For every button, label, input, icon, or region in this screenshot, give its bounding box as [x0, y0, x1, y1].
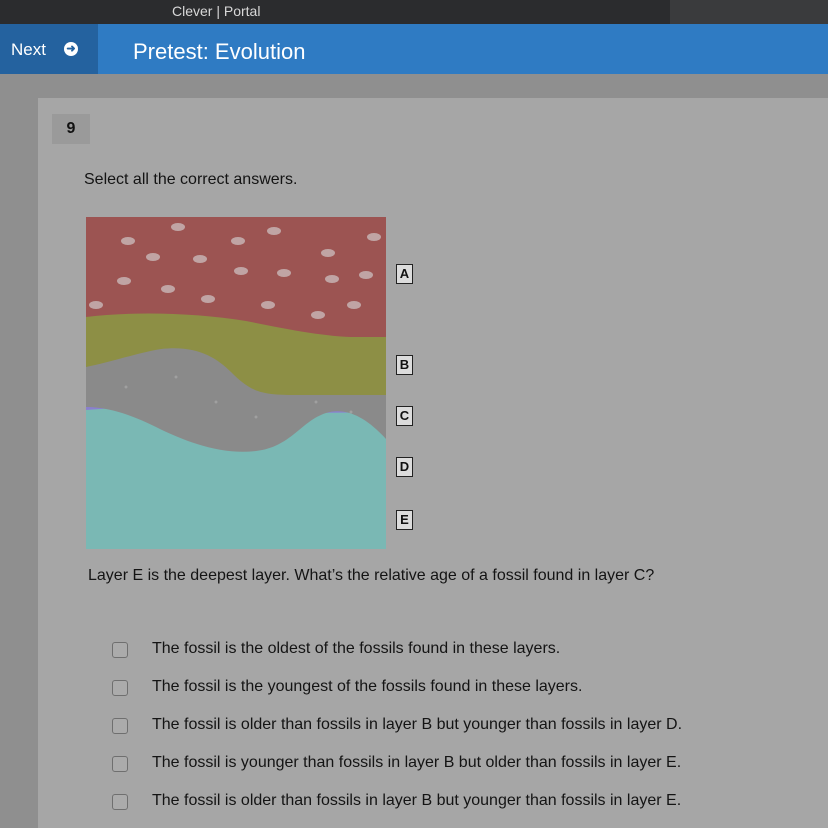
- rock-layers-illustration: [86, 217, 386, 549]
- checkbox[interactable]: [112, 718, 128, 734]
- layer-label-c: C: [396, 406, 413, 426]
- rock-layers-diagram: [86, 217, 386, 554]
- checkbox[interactable]: [112, 680, 128, 696]
- window-titlebar: [0, 0, 828, 24]
- answer-option-text: The fossil is younger than fossils in layer B but older than fossils in layer E.: [152, 754, 682, 771]
- checkbox[interactable]: [112, 794, 128, 810]
- page-title: Pretest: Evolution: [133, 39, 306, 64]
- answer-option-text: The fossil is older than fossils in layer B but younger than fossils in layer E.: [152, 792, 682, 809]
- checkbox[interactable]: [112, 756, 128, 772]
- top-navigation-bar: [0, 24, 828, 74]
- question-instruction: Select all the correct answers.: [84, 171, 298, 188]
- titlebar-right-segment: [670, 0, 828, 24]
- arrow-right-circle-icon: ➜: [64, 42, 78, 56]
- answer-option-text: The fossil is the youngest of the fossils found in these layers.: [152, 678, 583, 695]
- layer-label-d: D: [396, 457, 413, 477]
- next-button-label: Next: [11, 40, 46, 59]
- window-title: Clever | Portal: [172, 3, 261, 19]
- layer-label-e: E: [396, 510, 413, 530]
- layer-label-b: B: [396, 355, 413, 375]
- question-prompt: Layer E is the deepest layer. What’s the relative age of a fossil found in layer C?: [88, 567, 655, 584]
- layer-label-a: A: [396, 264, 413, 284]
- answer-option-text: The fossil is the oldest of the fossils found in these layers.: [152, 640, 561, 657]
- question-number: 9: [52, 114, 90, 144]
- checkbox[interactable]: [112, 642, 128, 658]
- answer-option-text: The fossil is older than fossils in layer B but younger than fossils in layer D.: [152, 716, 683, 733]
- next-button[interactable]: [0, 24, 98, 74]
